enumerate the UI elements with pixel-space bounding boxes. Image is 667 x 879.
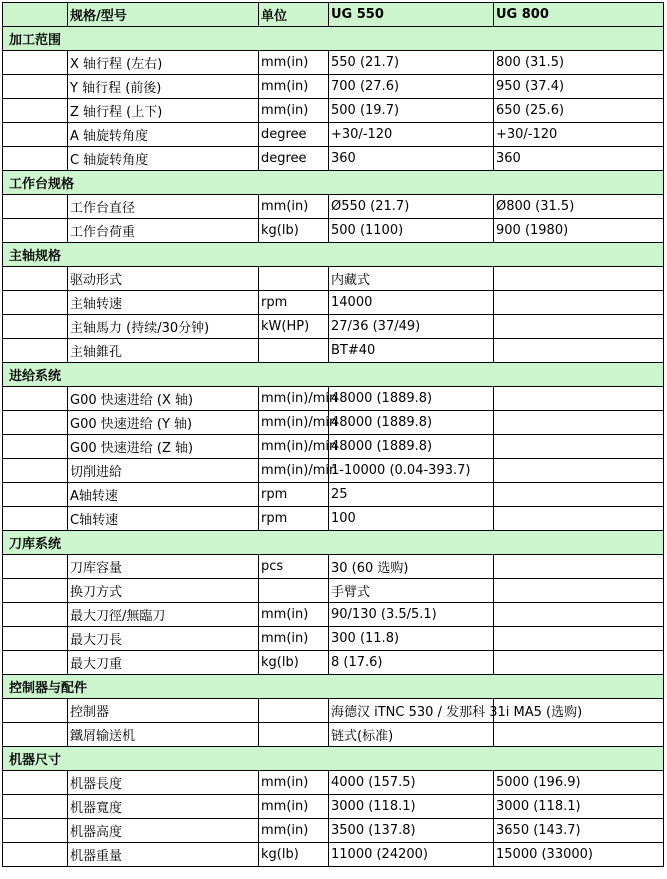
model-2-value: [494, 651, 664, 675]
unit-cell: mm(in): [259, 819, 329, 843]
table-row: [3, 627, 664, 651]
model-2-value: 360: [494, 147, 664, 171]
indent-cell: [3, 459, 68, 483]
table-row: [3, 723, 664, 747]
indent-cell: [3, 795, 68, 819]
table-row: [3, 555, 664, 579]
model-2-value: [494, 459, 664, 483]
model-2-value: 5000 (196.9): [494, 771, 664, 795]
item-cell: X 轴行程 (左右): [68, 51, 259, 75]
unit-cell: mm(in): [259, 795, 329, 819]
model-2-value: Ø800 (31.5): [494, 195, 664, 219]
table-row: [3, 483, 664, 507]
model-1-value: +30/-120: [329, 123, 494, 147]
indent-cell: [3, 627, 68, 651]
indent-cell: [3, 99, 68, 123]
section-row: [3, 243, 664, 267]
model-2-value: [494, 315, 664, 339]
table-row: [3, 435, 664, 459]
spec-table-body: [3, 3, 664, 867]
model-1-value: 海德汉 iTNC 530 / 发那科 31i MA5 (选购): [329, 699, 494, 723]
unit-cell: rpm: [259, 291, 329, 315]
table-row: [3, 339, 664, 363]
model-1-value: 30 (60 选购): [329, 555, 494, 579]
unit-cell: mm(in)/min: [259, 435, 329, 459]
table-row: [3, 459, 664, 483]
model-2-value: [494, 339, 664, 363]
model-2-value: [494, 555, 664, 579]
table-row: [3, 123, 664, 147]
header-row: [3, 3, 664, 27]
item-cell: 机器重量: [68, 843, 259, 867]
item-cell: 换刀方式: [68, 579, 259, 603]
model-1-value: 500 (1100): [329, 219, 494, 243]
model-2-value: [494, 603, 664, 627]
header-model-2: UG 800: [494, 3, 664, 27]
unit-cell: mm(in): [259, 99, 329, 123]
model-2-value: 900 (1980): [494, 219, 664, 243]
unit-cell: mm(in): [259, 603, 329, 627]
unit-cell: degree: [259, 123, 329, 147]
model-2-value: [494, 579, 664, 603]
indent-cell: [3, 603, 68, 627]
model-1-value: 4000 (157.5): [329, 771, 494, 795]
model-2-value: [494, 291, 664, 315]
item-cell: 最大刀重: [68, 651, 259, 675]
model-1-value: 3000 (118.1): [329, 795, 494, 819]
table-row: [3, 387, 664, 411]
table-row: [3, 819, 664, 843]
indent-cell: [3, 411, 68, 435]
unit-cell: kg(lb): [259, 219, 329, 243]
model-2-value: [494, 267, 664, 291]
unit-cell: kg(lb): [259, 843, 329, 867]
unit-cell: mm(in): [259, 51, 329, 75]
indent-cell: [3, 723, 68, 747]
header-blank-cell: [3, 3, 68, 27]
indent-cell: [3, 579, 68, 603]
unit-cell: [259, 339, 329, 363]
unit-cell: rpm: [259, 507, 329, 531]
item-cell: G00 快速进给 (X 轴): [68, 387, 259, 411]
item-cell: Z 轴行程 (上下): [68, 99, 259, 123]
indent-cell: [3, 483, 68, 507]
model-1-value: BT#40: [329, 339, 494, 363]
item-cell: 控制器: [68, 699, 259, 723]
indent-cell: [3, 267, 68, 291]
item-cell: 机器高度: [68, 819, 259, 843]
item-cell: 切削进給: [68, 459, 259, 483]
unit-cell: mm(in)/min: [259, 459, 329, 483]
indent-cell: [3, 555, 68, 579]
indent-cell: [3, 51, 68, 75]
unit-cell: mm(in)/min: [259, 411, 329, 435]
section-title: 加工范围: [3, 27, 664, 51]
model-1-value: 48000 (1889.8): [329, 387, 494, 411]
table-row: [3, 291, 664, 315]
indent-cell: [3, 699, 68, 723]
section-title: 机器尺寸: [3, 747, 664, 771]
model-1-value: 90/130 (3.5/5.1): [329, 603, 494, 627]
indent-cell: [3, 75, 68, 99]
model-2-value: 650 (25.6): [494, 99, 664, 123]
model-1-value: 100: [329, 507, 494, 531]
model-1-value: 500 (19.7): [329, 99, 494, 123]
item-cell: G00 快速进给 (Y 轴): [68, 411, 259, 435]
item-cell: 鐵屑输送机: [68, 723, 259, 747]
unit-cell: kW(HP): [259, 315, 329, 339]
table-row: [3, 771, 664, 795]
model-1-value: 27/36 (37/49): [329, 315, 494, 339]
unit-cell: mm(in): [259, 627, 329, 651]
item-cell: 最大刀長: [68, 627, 259, 651]
table-row: [3, 507, 664, 531]
model-1-value: 1-10000 (0.04-393.7): [329, 459, 494, 483]
section-title: 主轴规格: [3, 243, 664, 267]
table-row: [3, 843, 664, 867]
table-row: [3, 99, 664, 123]
header-unit: 单位: [259, 3, 329, 27]
unit-cell: kg(lb): [259, 651, 329, 675]
indent-cell: [3, 819, 68, 843]
item-cell: 驱动形式: [68, 267, 259, 291]
item-cell: A 轴旋转角度: [68, 123, 259, 147]
indent-cell: [3, 219, 68, 243]
unit-cell: [259, 723, 329, 747]
item-cell: C轴转速: [68, 507, 259, 531]
model-2-value: 950 (37.4): [494, 75, 664, 99]
table-row: [3, 795, 664, 819]
section-row: [3, 675, 664, 699]
item-cell: 工作台直径: [68, 195, 259, 219]
indent-cell: [3, 291, 68, 315]
model-1-value: 25: [329, 483, 494, 507]
table-row: [3, 75, 664, 99]
model-1-value: 3500 (137.8): [329, 819, 494, 843]
model-1-value: 700 (27.6): [329, 75, 494, 99]
model-1-value: 链式(标准): [329, 723, 494, 747]
model-1-value: Ø550 (21.7): [329, 195, 494, 219]
item-cell: A轴转速: [68, 483, 259, 507]
model-1-value: 48000 (1889.8): [329, 411, 494, 435]
table-row: [3, 267, 664, 291]
model-2-value: [494, 627, 664, 651]
section-title: 工作台规格: [3, 171, 664, 195]
indent-cell: [3, 771, 68, 795]
model-1-value: 48000 (1889.8): [329, 435, 494, 459]
indent-cell: [3, 843, 68, 867]
indent-cell: [3, 339, 68, 363]
indent-cell: [3, 315, 68, 339]
model-1-value: 8 (17.6): [329, 651, 494, 675]
indent-cell: [3, 147, 68, 171]
item-cell: Y 轴行程 (前後): [68, 75, 259, 99]
section-title: 进给系统: [3, 363, 664, 387]
indent-cell: [3, 387, 68, 411]
unit-cell: mm(in)/min: [259, 387, 329, 411]
indent-cell: [3, 123, 68, 147]
table-row: [3, 651, 664, 675]
item-cell: C 轴旋转角度: [68, 147, 259, 171]
item-cell: 主轴转速: [68, 291, 259, 315]
unit-cell: rpm: [259, 483, 329, 507]
header-model-1: UG 550: [329, 3, 494, 27]
indent-cell: [3, 195, 68, 219]
unit-cell: [259, 699, 329, 723]
unit-cell: [259, 267, 329, 291]
unit-cell: [259, 579, 329, 603]
model-2-value: 3000 (118.1): [494, 795, 664, 819]
item-cell: 主轴錐孔: [68, 339, 259, 363]
item-cell: 主轴馬力 (持续/30分钟): [68, 315, 259, 339]
table-row: [3, 411, 664, 435]
header-spec-model: 规格/型号: [68, 3, 259, 27]
model-2-value: [494, 507, 664, 531]
unit-cell: mm(in): [259, 771, 329, 795]
model-2-value: 3650 (143.7): [494, 819, 664, 843]
model-1-value: 550 (21.7): [329, 51, 494, 75]
model-1-value: 14000: [329, 291, 494, 315]
section-title: 刀库系统: [3, 531, 664, 555]
indent-cell: [3, 507, 68, 531]
section-row: [3, 531, 664, 555]
model-2-value: 800 (31.5): [494, 51, 664, 75]
item-cell: 机器長度: [68, 771, 259, 795]
table-row: [3, 315, 664, 339]
item-cell: 最大刀徑/無臨刀: [68, 603, 259, 627]
model-2-value: [494, 435, 664, 459]
unit-cell: mm(in): [259, 75, 329, 99]
section-row: [3, 171, 664, 195]
indent-cell: [3, 651, 68, 675]
section-title: 控制器与配件: [3, 675, 664, 699]
model-2-value: [494, 483, 664, 507]
section-row: [3, 27, 664, 51]
indent-cell: [3, 435, 68, 459]
model-2-value: 15000 (33000): [494, 843, 664, 867]
model-1-value: 300 (11.8): [329, 627, 494, 651]
item-cell: 机器寬度: [68, 795, 259, 819]
table-row: [3, 51, 664, 75]
model-1-value: 11000 (24200): [329, 843, 494, 867]
section-row: [3, 363, 664, 387]
model-2-value: +30/-120: [494, 123, 664, 147]
table-row: [3, 579, 664, 603]
section-row: [3, 747, 664, 771]
model-2-value: [494, 411, 664, 435]
model-2-value: [494, 723, 664, 747]
model-1-value: 内藏式: [329, 267, 494, 291]
item-cell: G00 快速进给 (Z 轴): [68, 435, 259, 459]
table-row: [3, 195, 664, 219]
unit-cell: degree: [259, 147, 329, 171]
table-row: [3, 147, 664, 171]
item-cell: 刀库容量: [68, 555, 259, 579]
unit-cell: pcs: [259, 555, 329, 579]
spec-table: [2, 2, 664, 867]
item-cell: 工作台荷重: [68, 219, 259, 243]
model-2-value: [494, 387, 664, 411]
table-row: [3, 219, 664, 243]
model-1-value: 360: [329, 147, 494, 171]
model-1-value: 手臂式: [329, 579, 494, 603]
unit-cell: mm(in): [259, 195, 329, 219]
table-row: [3, 699, 664, 723]
table-row: [3, 603, 664, 627]
